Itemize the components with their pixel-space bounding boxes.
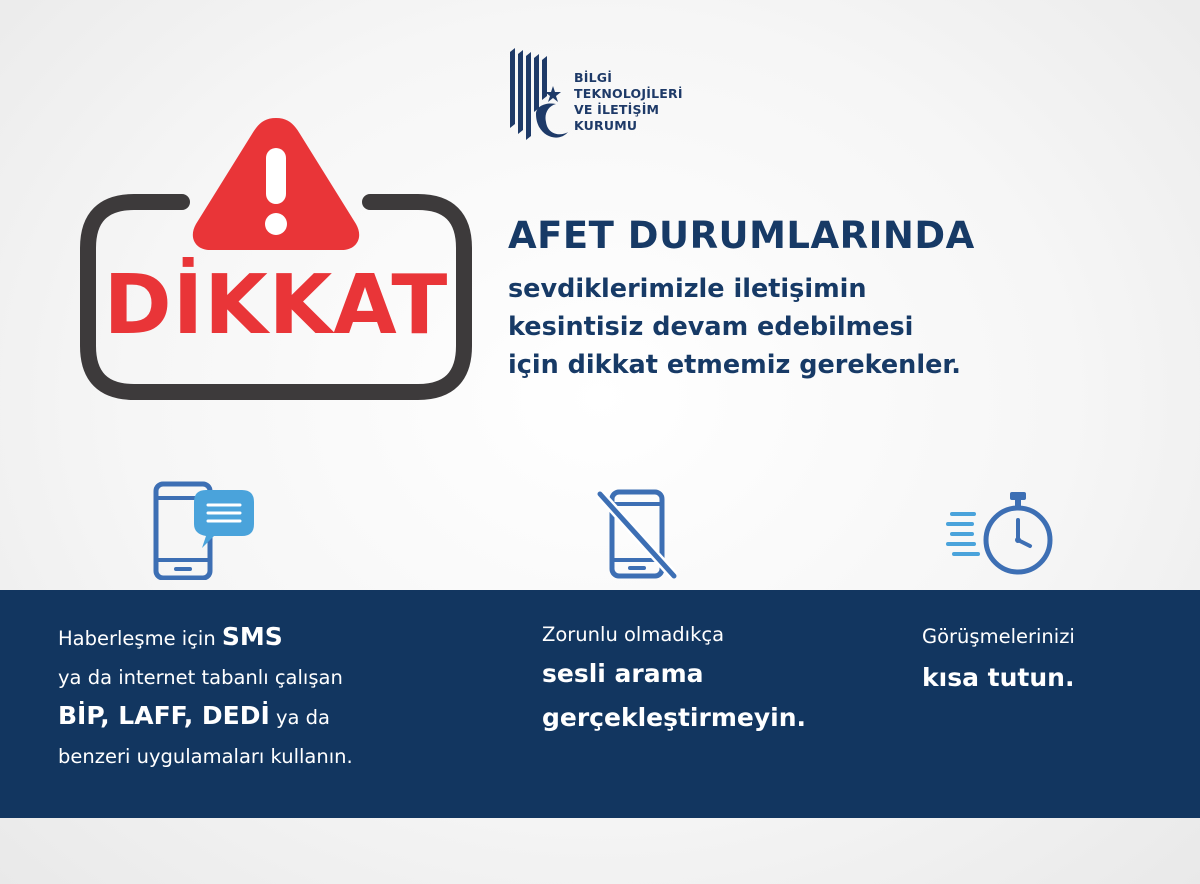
- tip-call-line-3: gerçekleştirmeyin.: [542, 703, 807, 732]
- heading-line-2: kesintisiz devam edebilmesi: [508, 312, 914, 342]
- tip-sms-line-1b: SMS: [221, 622, 283, 651]
- tip-short-line-1: Görüşmelerinizi: [922, 625, 1075, 648]
- no-phone-icon: [592, 486, 682, 582]
- btk-logo-icon: [508, 44, 570, 148]
- tip-sms-line-2: ya da internet tabanlı çalışan: [58, 666, 343, 689]
- dikkat-sign: [76, 106, 476, 406]
- tip-sms: [58, 618, 478, 776]
- tip-no-voice-call: [542, 618, 882, 740]
- heading-title: AFET DURUMLARINDA: [508, 214, 975, 257]
- dikkat-word: DİKKAT: [103, 258, 449, 353]
- logo-line-1: BİLGİ: [574, 70, 613, 85]
- warning-triangle-icon: [193, 118, 359, 250]
- heading-line-3: için dikkat etmemiz gerekenler.: [508, 350, 961, 380]
- logo-text: [574, 70, 683, 134]
- tip-call-line-1: Zorunlu olmadıkça: [542, 623, 725, 646]
- tip-sms-line-3a: BİP, LAFF, DEDİ: [58, 701, 270, 730]
- logo-btk: [508, 44, 708, 148]
- tip-sms-line-1a: Haberleşme için: [58, 627, 222, 650]
- tip-sms-line-3b: ya da: [269, 706, 331, 729]
- tip-short-line-2: kısa tutun.: [922, 663, 1075, 692]
- logo-line-2: TEKNOLOJİLERİ: [574, 86, 683, 101]
- heading-line-1: sevdiklerimizle iletişimin: [508, 274, 867, 304]
- heading: [508, 212, 1148, 384]
- phone-message-icon: [150, 480, 260, 580]
- tips-band: [0, 590, 1200, 818]
- tip-sms-line-4: benzeri uygulamaları kullanın.: [58, 745, 353, 768]
- logo-line-4: KURUMU: [574, 118, 638, 133]
- logo-line-3: VE İLETİŞİM: [574, 102, 660, 117]
- dikkat-frame: [76, 106, 476, 406]
- tip-keep-short: [922, 618, 1182, 700]
- tip-call-line-2: sesli arama: [542, 659, 704, 688]
- stopwatch-icon: [944, 488, 1064, 578]
